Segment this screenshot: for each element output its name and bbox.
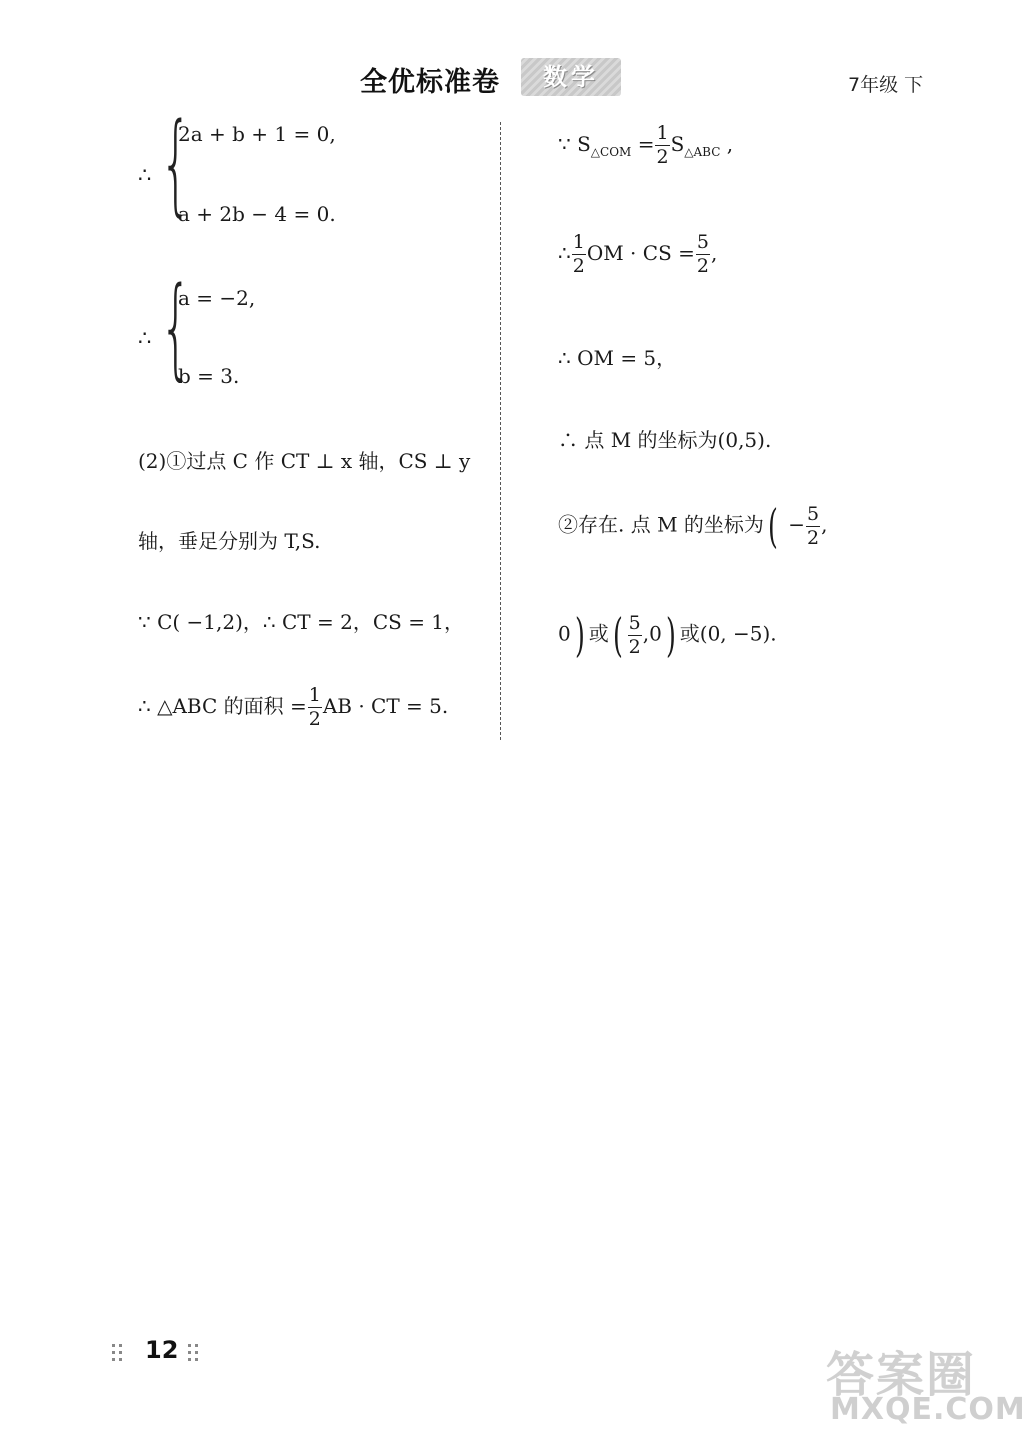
solution-a: a = −2,: [178, 286, 256, 310]
r1-subscript-1: △COM: [590, 145, 632, 159]
column-divider: [500, 122, 501, 740]
right-paren: ): [574, 608, 585, 662]
fraction-denominator: 2: [308, 708, 321, 730]
r6-end: 或(0, −5).: [679, 621, 777, 646]
book-title: 全优标准卷: [360, 67, 500, 98]
fraction-denominator: 2: [807, 526, 820, 549]
therefore-symbol: ∴: [138, 163, 152, 187]
watermark-logo: 答案圈: [826, 1347, 977, 1403]
r1-subscript-2: △ABC: [684, 145, 721, 159]
area-text-pre: ∴ △ABC 的面积 =: [138, 694, 307, 718]
subject-badge: 数学: [521, 58, 621, 96]
fraction-numerator: 5: [807, 502, 820, 525]
watermark-url: MXQE.COM: [830, 1392, 1026, 1427]
equation-1: 2a + b + 1 = 0,: [178, 122, 336, 146]
part2-line-2: 轴，垂足分别为 T,S.: [138, 529, 321, 553]
left-paren: (: [767, 499, 778, 553]
area-ratio-line: [558, 124, 733, 167]
fraction-denominator: 2: [656, 146, 669, 168]
fraction-numerator: 5: [696, 231, 709, 253]
om-cs-line: [558, 233, 717, 276]
fraction-numerator: 5: [628, 611, 641, 634]
therefore-symbol: ∴: [138, 326, 152, 350]
r5-pre: ②存在. 点 M 的坐标为: [558, 512, 764, 537]
r6-or: 或: [588, 621, 609, 646]
om-value-line: ∴ OM = 5，: [558, 346, 677, 370]
r5-minus: −: [781, 512, 805, 537]
fraction-numerator: 1: [656, 122, 669, 144]
fraction-denominator: 2: [628, 635, 641, 658]
r1-s2: S: [670, 132, 685, 156]
r2-pre: ∴: [558, 241, 571, 265]
fraction-denominator: 2: [572, 255, 585, 277]
r5-end: ,: [821, 512, 828, 537]
existence-line: [558, 499, 828, 553]
page-number: 12: [145, 1336, 179, 1364]
fraction-numerator: 1: [308, 684, 321, 706]
fraction: [806, 502, 820, 549]
fraction: [655, 124, 669, 167]
grade-label: 7年级 下: [848, 74, 924, 96]
solution-b: b = 3.: [178, 364, 240, 388]
r6-zero: 0: [558, 621, 571, 646]
part2-line-1: (2)①过点 C 作 CT ⊥ x 轴，CS ⊥ y: [138, 449, 471, 473]
part2-line-3: ∵ C( −1,2)，∴ CT = 2，CS = 1，: [138, 610, 465, 634]
fraction: [696, 233, 710, 276]
r6-zero2: ,0: [642, 621, 662, 646]
coordinates-line: [558, 608, 777, 662]
fraction-numerator: 1: [572, 231, 585, 253]
left-paren: (: [612, 608, 623, 662]
area-line: [138, 686, 448, 729]
r1-end: ,: [720, 132, 734, 156]
page-dots-left-icon: [112, 1344, 128, 1360]
fraction: [572, 233, 586, 276]
equation-2: a + 2b − 4 = 0.: [178, 202, 336, 226]
r1-mid: =: [631, 132, 655, 156]
fraction-denominator: 2: [696, 255, 709, 277]
area-text-post: AB · CT = 5.: [322, 694, 449, 718]
right-paren: ): [665, 608, 676, 662]
fraction: [628, 611, 642, 658]
r1-pre: ∵ S: [558, 132, 591, 156]
fraction: [308, 686, 322, 729]
system-brace: {: [160, 99, 192, 227]
r2-end: ,: [711, 241, 718, 265]
page-dots-right-icon: [188, 1344, 204, 1360]
system-brace: {: [160, 263, 192, 391]
point-m-line: ∴ 点 M 的坐标为(0,5).: [558, 428, 772, 452]
r2-mid: OM · CS =: [586, 241, 695, 265]
